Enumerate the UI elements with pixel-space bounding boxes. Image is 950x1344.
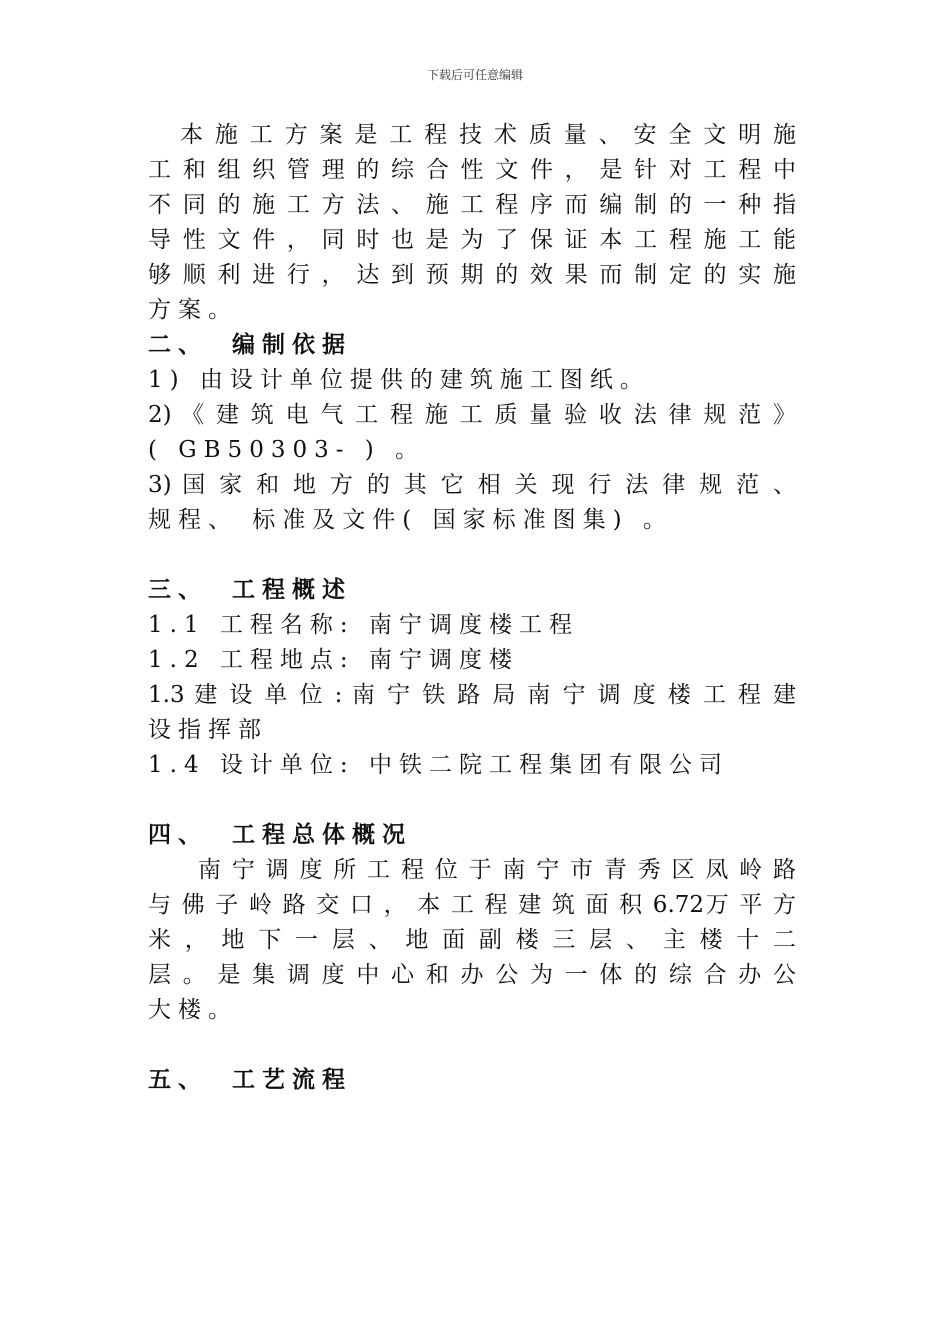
intro-line: 本 施 工 方 案 是 工 程 技 术 质 量 、 安 全 文 明 施 — [180, 122, 796, 148]
paragraph-line: 南 宁 调 度 所 工 程 位 于 南 宁 市 青 秀 区 凤 岭 路 — [198, 857, 796, 883]
section-title: 工艺流程 — [232, 1067, 352, 1093]
paragraph-line: 层 。 是 集 调 度 中 心 和 办 公 为 一 体 的 综 合 办 公 — [148, 962, 796, 988]
section-number: 五、 — [148, 1067, 208, 1093]
spacer — [148, 783, 796, 818]
section-heading — [148, 818, 796, 853]
list-item: 2) 《 建 筑 电 气 工 程 施 工 质 量 验 收 法 律 规 范 》 — [148, 402, 796, 428]
section-heading — [148, 1063, 796, 1098]
list-item-continuation: 规程、 标准及文件( 国家标准图集) 。 — [148, 507, 673, 533]
section-title: 工程总体概况 — [232, 822, 412, 848]
paragraph-line: 大楼。 — [148, 997, 238, 1023]
intro-line: 够 顺 利 进 行 ， 达 到 预 期 的 效 果 而 制 定 的 实 施 — [148, 262, 796, 288]
intro-line: 方案。 — [148, 297, 238, 323]
list-item: 1.3 建 设 单 位 : 南 宁 铁 路 局 南 宁 调 度 楼 工 程 建 — [148, 682, 796, 708]
intro-line: 工 和 组 织 管 理 的 综 合 性 文 件 ， 是 针 对 工 程 中 — [148, 157, 796, 183]
list-item: 1.4 设计单位: 中铁二院工程集团有限公司 — [148, 752, 729, 778]
intro-line: 不 同 的 施 工 方 法 、 施 工 程 序 而 编 制 的 一 种 指 — [148, 192, 796, 218]
document-body — [148, 118, 796, 1098]
section-heading — [148, 328, 796, 363]
page-header: 下载后可任意编辑 — [426, 68, 523, 82]
list-item: 1) 由设计单位提供的建筑施工图纸。 — [148, 367, 650, 393]
section-title: 工程概述 — [232, 577, 352, 603]
spacer — [148, 1028, 796, 1063]
section-number: 三、 — [148, 577, 208, 603]
paragraph-line: 米 ， 地 下 一 层 、 地 面 副 楼 三 层 、 主 楼 十 二 — [148, 927, 796, 953]
intro-line: 导 性 文 件 ， 同 时 也 是 为 了 保 证 本 工 程 施 工 能 — [148, 227, 796, 253]
spacer — [148, 538, 796, 573]
list-item-continuation: 设指挥部 — [148, 717, 268, 743]
list-item: 3) 国 家 和 地 方 的 其 它 相 关 现 行 法 律 规 范 、 — [148, 472, 796, 498]
section-heading — [148, 573, 796, 608]
list-item: 1.1 工程名称: 南宁调度楼工程 — [148, 612, 579, 638]
section-title: 编制依据 — [232, 332, 352, 358]
list-item: 1.2 工程地点: 南宁调度楼 — [148, 647, 519, 673]
paragraph-line: 与 佛 子 岭 路 交 口 ， 本 工 程 建 筑 面 积 6.72万 平 方 — [148, 892, 796, 918]
section-number: 二、 — [148, 332, 208, 358]
section-number: 四、 — [148, 822, 208, 848]
list-item-continuation: ( GB50303- ) 。 — [148, 437, 426, 463]
